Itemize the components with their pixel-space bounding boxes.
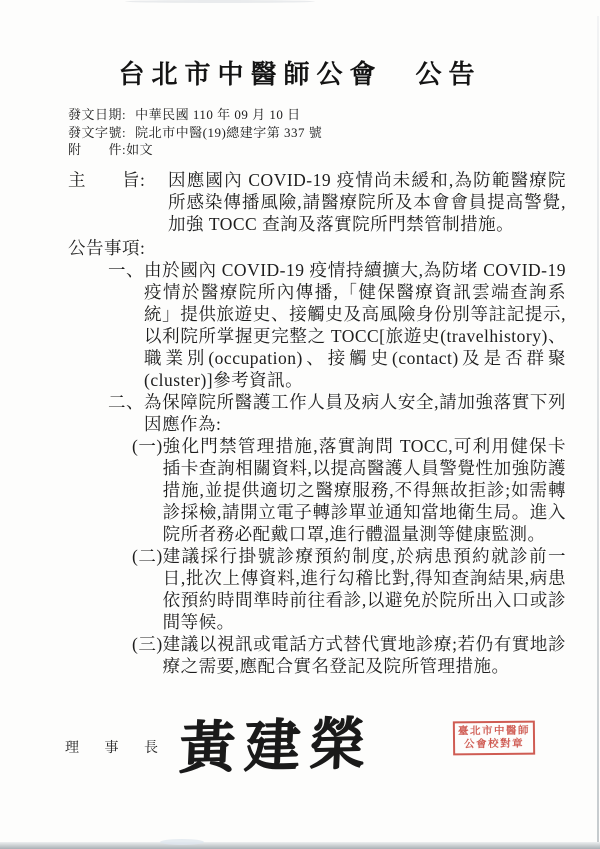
meta-value-date: 中華民國 110 年 09 月 10 日 [135,107,301,122]
signature-title: 理 事 長 [65,740,169,756]
list-item-2 [0,391,600,435]
scan-edge-right [597,16,599,842]
sub-item-3-marker: (三) [132,633,163,654]
stamp-line-1: 臺北市中醫師 [457,725,530,738]
meta-label-date: 發文日期: [68,107,127,122]
sub-item-1 [0,435,600,545]
stamp-line-2: 公會校對章 [464,738,525,751]
meta-value-attachment: 如文 [126,142,154,157]
sub-item-1-marker: (一) [132,435,163,456]
sub-item-2-marker: (二) [132,545,163,566]
meta-row-attachment [68,141,600,159]
sub-item-3 [0,633,600,677]
page-title: 台北市中醫師公會 公告 [118,60,482,89]
sub-item-2-text: 建議採行掛號診療預約制度,於病患預約就診前一日,批次上傳資料,進行勾稽比對,得知查詢結果,病患依預約時間準時前往看診,以避免於院所出入口或診間等候。 [162,545,566,632]
scan-artifact-bottom [160,839,204,845]
sub-item-2 [0,545,600,633]
meta-label-attachment: 附 件: [68,142,127,157]
list-item-2-text: 為保障院所醫護工作人員及病人安全,請加強落實下列因應作為: [144,391,566,434]
list-item-1 [0,259,600,391]
signature-name: 黃建榮 [177,712,376,781]
scan-artifact-top [125,0,315,3]
meta-row-docnumber [68,124,600,142]
list-item-1-marker: 一、 [108,259,144,280]
document-meta [68,106,600,159]
list-item-2-marker: 二、 [108,391,144,412]
subject-section [0,167,600,235]
announcement-section-header: 公告事項: [68,237,146,258]
scan-edge-bottom [0,842,600,849]
meta-label-docnumber: 發文字號: [68,124,127,140]
meta-value-docnumber: 院北市中醫(19)總建字第 337 號 [135,124,323,140]
meta-row-date [68,106,600,124]
sub-item-1-text: 強化門禁管理措施,落實詢問 TOCC,可利用健保卡插卡查詢相關資料,以提高醫護人員警覺性加強防護措施,並提供適切之醫療服務,不得無故拒診;如需轉診採檢,請開立電子轉診單並通知當地衛生局。進入院所者務必配戴口罩,進行體溫量測等健康監測。 [162,435,566,544]
proofreading-stamp [453,721,535,756]
sub-item-3-text: 建議以視訊或電話方式替代實地診療;若仍有實地診療之需要,應配合實名登記及院所管理措施。 [162,633,566,676]
subject-text: 因應國內 COVID-19 疫情尚未緩和,為防範醫療院所感染傳播風險,請醫療院所及本會會員提高警覺,加強 TOCC 查詢及落實院所門禁管制措施。 [168,169,566,234]
subject-label: 主 旨: [68,169,146,190]
list-item-1-text: 由於國內 COVID-19 疫情持續擴大,為防堵 COVID-19 疫情於醫療院所內傳播,「健保醫療資訊雲端查詢系統」提供旅遊史、接觸史及高風險身份別等註記提示,以利院所掌握更完整之 TOCC[旅遊史(travelhistory)、職業別(occupation)、接觸史(contact)及是否群聚(cluster)]參考資訊。 [144,259,566,390]
